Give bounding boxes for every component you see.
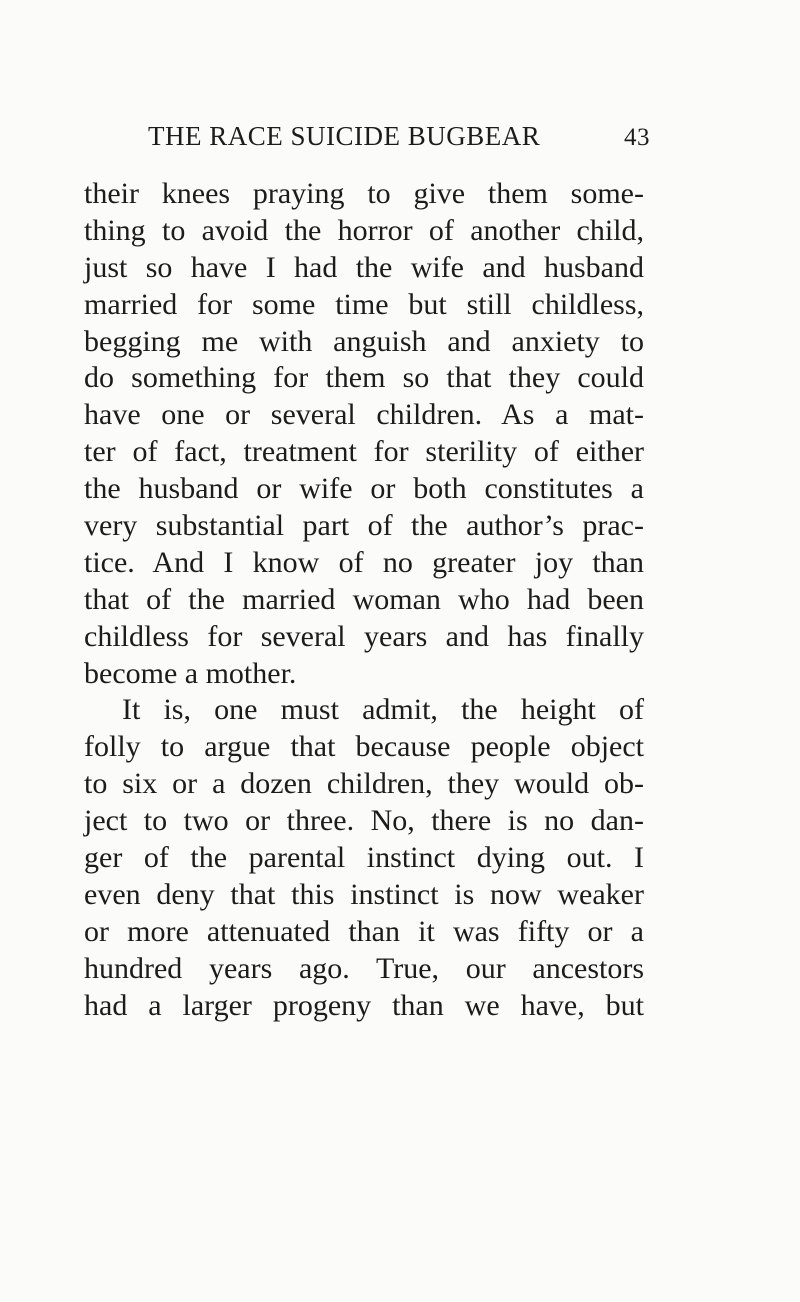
text-line: the husband or wife or both constitutes a <box>84 472 644 506</box>
text-line: do something for them so that they could <box>84 361 644 395</box>
text-line: married for some time but still childless, <box>84 287 644 321</box>
text-line: their knees praying to give them some- <box>84 177 644 210</box>
text-line: to six or a dozen children, they would ob- <box>84 767 644 801</box>
text-line: have one or several children. As a mat- <box>84 398 644 432</box>
running-head <box>148 121 650 161</box>
paragraph-start-line: It is, one must admit, the height of <box>122 693 644 727</box>
running-title: THE RACE SUICIDE BUGBEAR <box>148 121 541 151</box>
text-line: just so have I had the wife and husband <box>84 250 644 284</box>
body-text <box>84 176 644 1024</box>
page-number: 43 <box>624 124 650 151</box>
text-line: begging me with anguish and anxiety to <box>84 324 644 358</box>
text-line: even deny that this instinct is now weaker <box>84 877 644 911</box>
text-line: that of the married woman who had been <box>84 582 644 616</box>
text-line: thing to avoid the horror of another child, <box>84 213 644 247</box>
text-line: ject to two or three. No, there is no dan- <box>84 804 644 838</box>
text-line: very substantial part of the author’s prac- <box>84 509 644 543</box>
text-line: childless for several years and has finally <box>84 619 644 653</box>
paragraph-end-line: become a mother. <box>84 656 297 690</box>
text-line: ter of fact, treatment for sterility of either <box>84 435 644 469</box>
text-line: or more attenuated than it was fifty or a <box>84 914 644 948</box>
text-line: hundred years ago. True, our ancestors <box>84 951 644 985</box>
text-line: had a larger progeny than we have, but <box>84 988 644 1022</box>
text-line: folly to argue that because people object <box>84 730 644 764</box>
text-line: tice. And I know of no greater joy than <box>84 545 644 579</box>
text-line: ger of the parental instinct dying out. I <box>84 841 644 875</box>
